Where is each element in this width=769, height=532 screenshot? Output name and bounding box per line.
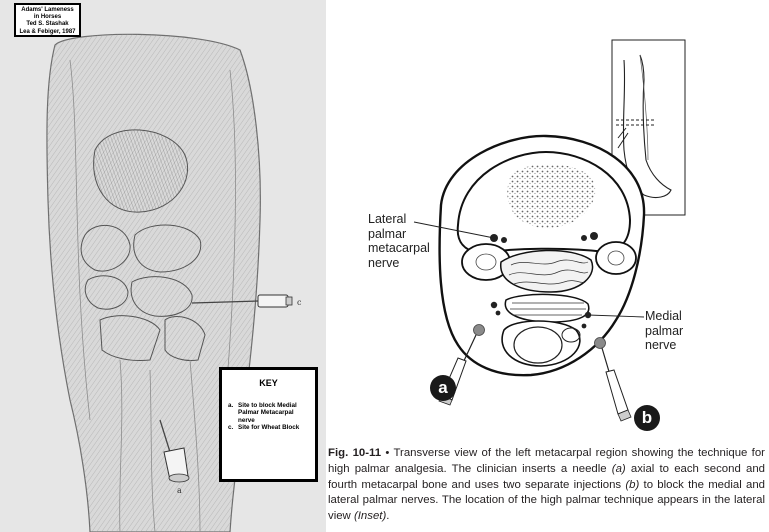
- source-line: Ted S. Stashak: [26, 21, 69, 28]
- source-line: in Horses: [33, 14, 62, 21]
- caption-part: (Inset): [353, 510, 387, 523]
- source-citation-box: [14, 3, 81, 37]
- key-item-text: Site for Wheat Block: [238, 424, 300, 432]
- key-item: [228, 424, 309, 431]
- medial-palmar-nerve-label: Medial palmar nerve: [645, 309, 684, 352]
- left-illustration-panel: [0, 0, 326, 532]
- needle-b-right: [602, 348, 631, 421]
- key-item-letter: a.: [228, 402, 234, 409]
- figure-caption: [328, 446, 765, 525]
- key-item-letter: c.: [228, 424, 234, 432]
- deep-digital-flexor-tendon: [505, 294, 588, 322]
- lateral-palmar-metacarpal-nerve-label: Lateral palmar metacarpal nerve: [368, 212, 430, 270]
- key-item: [228, 402, 309, 424]
- key-item-text: Site to block Medial Palmar Metacarpal nerve: [238, 402, 297, 424]
- suspensory-ligament: [501, 250, 593, 292]
- needle-b-badge: b: [634, 405, 660, 431]
- figure-label: Fig. 10-11: [328, 447, 382, 459]
- medial-splint-bone: [596, 242, 636, 274]
- caption-part: Transverse view of the left metacarpal region showing the technique for high palmar analgesia. The clinician inserts a needle: [328, 447, 765, 475]
- source-line: Adams' Lameness: [21, 7, 74, 13]
- key-title: KEY: [259, 378, 278, 388]
- caption-part: (a): [611, 462, 626, 475]
- caption-part: to block the medial and lateral palmar nerves. The location of the high palmar technique appears in the lateral view: [328, 478, 765, 523]
- caption-part: .: [386, 510, 390, 523]
- needle-a-badge: a: [430, 375, 456, 401]
- source-line: Lea & Febiger, 1987: [19, 28, 76, 35]
- key-legend-box: [219, 367, 318, 482]
- caption-part: axial to each second and fourth metacarpal bone and uses two separate injections: [328, 462, 765, 491]
- caption-part: (b): [625, 478, 640, 491]
- caption-bullet: •: [381, 447, 394, 459]
- needle-a-label: a: [177, 486, 182, 495]
- needle-c-label: c: [297, 298, 302, 307]
